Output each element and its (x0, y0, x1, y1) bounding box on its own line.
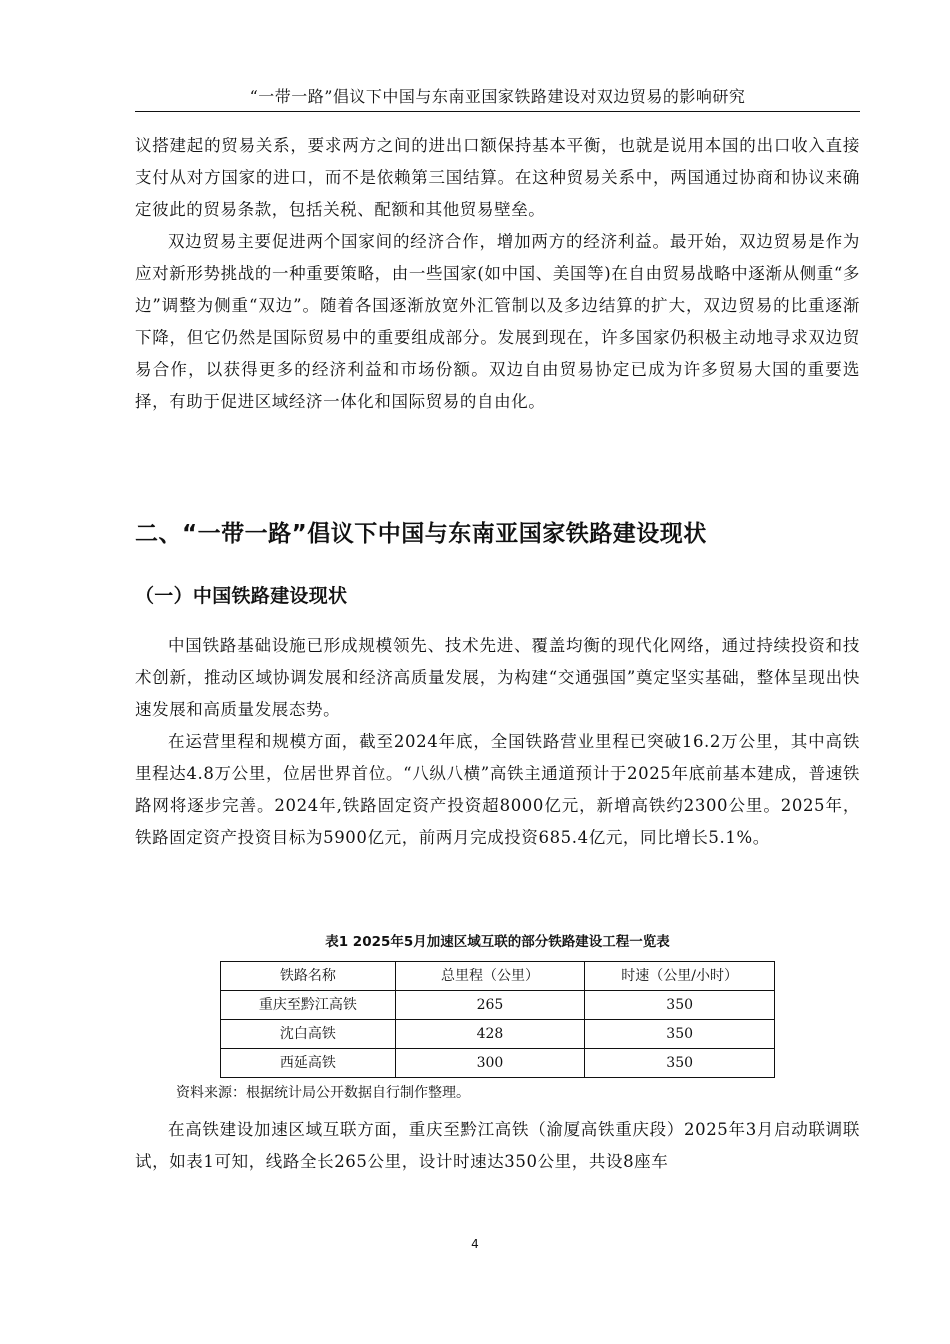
paragraph-operating-mileage: 在运营里程和规模方面，截至2024年底，全国铁路营业里程已突破16.2万公里，其中高铁里程达4.8万公里，位居世界首位。“八纵八横”高铁主通道预计于2025年底前基本建成，普速铁路网将逐步完善。2024年,铁路固定资产投资超8000亿元，新增高铁约2300公里。2025年，铁路固定资产投资目标为5900亿元，前两月完成投资685.4亿元，同比增长5.1%。 (135, 732, 860, 847)
table-header-cell: 总里程（公里） (395, 962, 585, 991)
railway-projects-table (220, 961, 775, 1078)
paragraph-regional-interconnection: 在高铁建设加速区域互联方面，重庆至黔江高铁（渝厦高铁重庆段）2025年3月启动联调联试，如表1可知，线路全长265公里，设计时速达350公里，共设8座车 (135, 1120, 860, 1171)
paragraph-china-railway-overview: 中国铁路基础设施已形成规模领先、技术先进、覆盖均衡的现代化网络，通过持续投资和技术创新，推动区域协调发展和经济高质量发展，为构建“交通强国”奠定坚实基础，整体呈现出快速发展和高质量发展态势。 (135, 636, 860, 719)
table-cell: 重庆至黔江高铁 (221, 991, 396, 1020)
table-cell: 300 (395, 1049, 585, 1078)
table-row (221, 1049, 775, 1078)
body-section-mid (135, 630, 860, 854)
table-caption: 表1 2025年5月加速区域互联的部分铁路建设工程一览表 (325, 934, 670, 950)
page-number: 4 (471, 1237, 479, 1251)
body-section-bottom (135, 1114, 860, 1178)
table-cell: 350 (585, 1049, 775, 1078)
table-source-note: 资料来源：根据统计局公开数据自行制作整理。 (176, 1085, 470, 1101)
paragraph-continuation: 议搭建起的贸易关系，要求两方之间的进出口额保持基本平衡，也就是说用本国的出口收入直接支付从对方国家的进口，而不是依赖第三国结算。在这种贸易关系中，两国通过协商和协议来确定彼此的贸易条款，包括关税、配额和其他贸易壁垒。 (135, 136, 860, 219)
table-cell: 265 (395, 991, 585, 1020)
paragraph-bilateral-trade: 双边贸易主要促进两个国家间的经济合作，增加两方的经济利益。最开始，双边贸易是作为应对新形势挑战的一种重要策略，由一些国家(如中国、美国等)在自由贸易战略中逐渐从侧重“多边”调整为侧重“双边”。随着各国逐渐放宽外汇管制以及多边结算的扩大，双边贸易的比重逐渐下降，但它仍然是国际贸易中的重要组成部分。发展到现在，许多国家仍积极主动地寻求双边贸易合作，以获得更多的经济利益和市场份额。双边自由贸易协定已成为许多贸易大国的重要选择，有助于促进区域经济一体化和国际贸易的自由化。 (135, 232, 860, 411)
table-cell: 428 (395, 1020, 585, 1049)
header-rule (135, 111, 860, 112)
running-header: “一带一路”倡议下中国与东南亚国家铁路建设对双边贸易的影响研究 (249, 87, 746, 106)
table-cell: 350 (585, 1020, 775, 1049)
table-header-cell: 时速（公里/小时） (585, 962, 775, 991)
table-cell: 350 (585, 991, 775, 1020)
table-cell: 沈白高铁 (221, 1020, 396, 1049)
table-header-row (221, 962, 775, 991)
table-cell: 西延高铁 (221, 1049, 396, 1078)
body-section-top (135, 130, 860, 418)
section-heading: 二、“一带一路”倡议下中国与东南亚国家铁路建设现状 (135, 521, 707, 547)
table-row (221, 1020, 775, 1049)
subsection-heading: （一）中国铁路建设现状 (135, 585, 348, 607)
table-header-cell: 铁路名称 (221, 962, 396, 991)
table-row (221, 991, 775, 1020)
